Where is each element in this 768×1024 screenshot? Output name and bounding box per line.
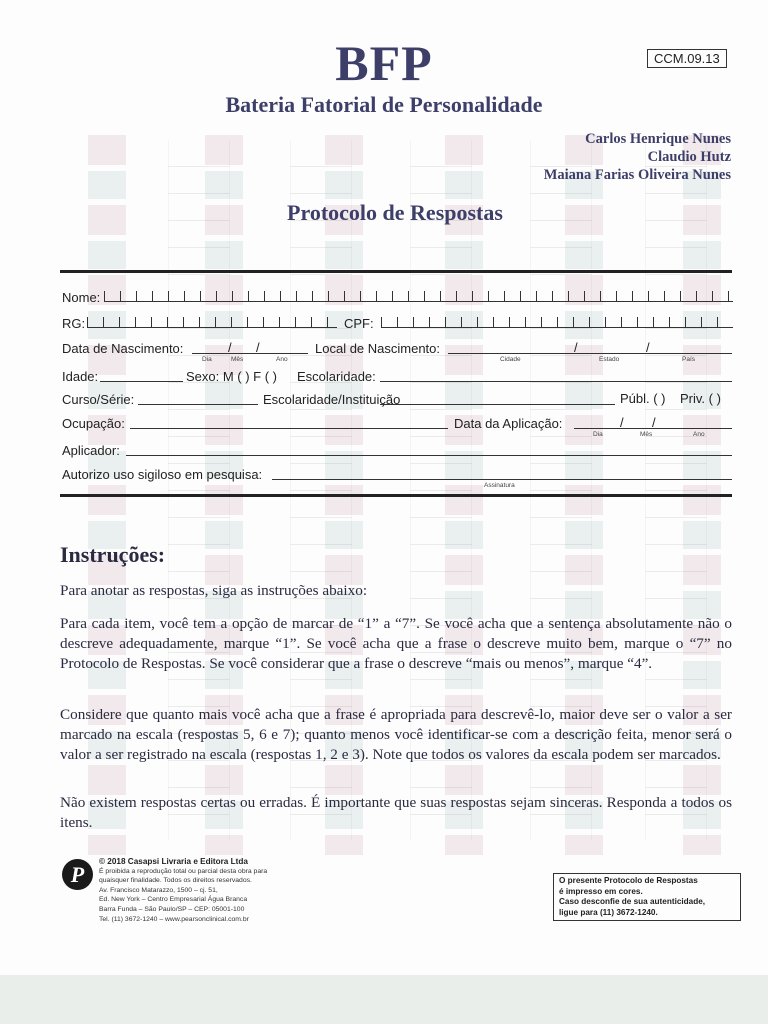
idade-label: Idade: [62,369,99,384]
curso-label: Curso/Série: [62,392,135,407]
rg-boxes[interactable] [87,317,337,328]
author: Claudio Hutz [647,149,731,165]
scan-background [0,975,768,1024]
publisher-line: Tel. (11) 3672-1240 – www.pearsonclinical.com.br [99,915,249,923]
authenticity-notice [553,873,741,921]
instituicao-label: Escolaridade/Instituição [263,392,401,407]
nome-label: Nome: [62,290,101,305]
notice-line: é impresso em cores. [559,886,643,896]
publisher-line: É proibida a reprodução total ou parcial desta obra para [99,867,268,875]
date-separator: / [228,340,232,355]
instructions-paragraph: Considere que quanto mais você acha que a frase é apropriada para descrevê-lo, maior deve ser o valor a ser marcado na escala (respostas 5, 6 e 7); quanto menos você identificar-se com a descrição feita, menor será o valor a ser registrado na escala (respostas 1, 2 e 3). Note que todos os valores da escala podem ser marcados. [60,706,732,763]
instructions-paragraph: Para cada item, você tem a opção de marcar de “1” a “7”. Se você acha que a sentença absolutamente não o descreve adequadamente, marque “1”. Se você acha que a frase o descreve muito bem, marque o “7” no Protocolo de Respostas. Se você considerar que a frase o descreve “mais ou menos”, marque “4”. [60,615,732,672]
cpf-label: CPF: [344,316,374,331]
estado-caption: Estado [599,356,620,363]
escolaridade-label: Escolaridade: [297,369,376,384]
publisher-line: quaisquer finalidade. Todos os direitos reservados. [99,877,252,885]
instructions-paragraph: Não existem respostas certas ou erradas. É importante que suas respostas sejam sinceras. Responda a todos os itens. [60,794,732,831]
instructions-heading: Instruções: [60,542,166,567]
notice-line: Caso desconfie de sua autenticidade, [559,897,706,906]
privada-option[interactable]: Priv. ( ) [680,391,721,406]
pais-caption: País [682,356,696,363]
authors [544,130,731,184]
mes-caption: Mês [231,356,244,363]
place-separator: / [574,340,578,355]
place-separator: / [646,340,650,355]
mes-caption: Mês [640,431,653,438]
test-subtitle: Bateria Fatorial de Personalidade [225,92,543,117]
escolaridade-field[interactable] [380,381,732,382]
birth-date-field[interactable] [192,353,308,354]
publica-option[interactable]: Públ. ( ) [620,391,666,406]
birth-date-label: Data de Nascimento: [62,341,184,356]
aplicador-label: Aplicador: [62,443,120,458]
instituicao-field[interactable] [380,404,615,405]
signature-caption: Assinatura [484,482,515,489]
divider [60,270,732,273]
copyright-line: © 2018 Casapsi Livraria e Editora Ltda [99,857,248,866]
idade-field[interactable] [100,381,183,382]
curso-field[interactable] [138,404,258,405]
date-separator: / [652,415,656,430]
ocupacao-field[interactable] [130,428,448,429]
publisher-line: Barra Funda – São Paulo/SP – CEP: 05001-100 [99,905,245,913]
test-title: BFP [335,35,433,91]
notice-line: ligue para (11) 3672-1240. [559,907,658,917]
date-separator: / [256,340,260,355]
dia-caption: Dia [593,431,603,438]
dia-caption: Dia [202,356,212,363]
aplicador-field[interactable] [126,455,732,456]
cpf-boxes[interactable] [381,317,733,328]
birthplace-field[interactable] [448,353,732,354]
notice-line: O presente Protocolo de Respostas [559,876,698,885]
rg-label: RG: [62,316,86,331]
ano-caption: Ano [276,356,288,363]
ano-caption: Ano [693,431,705,438]
instructions-intro: Para anotar as respostas, siga as instruções abaixo: [60,582,368,599]
author: Maiana Farias Oliveira Nunes [543,167,731,183]
application-date-label: Data da Aplicação: [454,416,563,431]
ocupacao-label: Ocupação: [62,416,125,431]
publisher-line: Av. Francisco Matarazzo, 1500 – cj. 51, [99,886,218,894]
birthplace-label: Local de Nascimento: [315,341,441,356]
consent-label: Autorizo uso sigiloso em pesquisa: [62,467,263,482]
form-code: CCM.09.13 [647,49,727,68]
date-separator: / [620,415,624,430]
cidade-caption: Cidade [500,356,521,363]
signature-field[interactable] [272,479,732,480]
protocol-title: Protocolo de Respostas [287,200,503,225]
publisher-line: Ed. New York – Centro Empresarial Água Branca [99,896,248,904]
author: Carlos Henrique Nunes [585,131,731,147]
publisher-info [99,857,299,924]
divider [60,494,732,497]
nome-boxes[interactable] [104,291,733,302]
publisher-logo-icon: P [62,859,93,890]
sexo-label[interactable]: Sexo: M ( ) F ( ) [186,369,277,384]
